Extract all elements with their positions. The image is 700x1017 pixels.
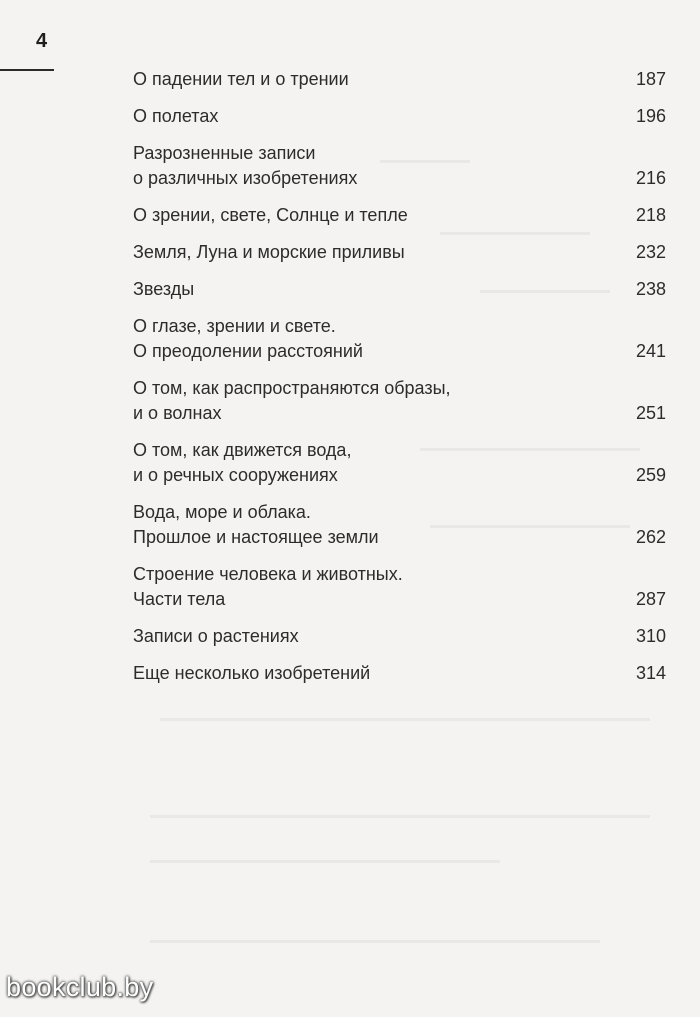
toc-entry-title-line: Звезды <box>133 279 195 299</box>
toc-entry-title <box>133 624 299 649</box>
toc-entry-title-line: О глазе, зрении и свете. <box>133 316 336 336</box>
show-through-line <box>430 525 630 528</box>
toc-entry-page: 216 <box>635 168 666 188</box>
toc-entry <box>133 141 666 191</box>
toc-entry-title-line: О падении тел и о трении <box>133 69 349 89</box>
toc-entry <box>133 203 666 228</box>
toc-entry <box>133 104 666 129</box>
toc-entry-page: 218 <box>635 205 666 225</box>
toc-entry-title <box>133 240 405 265</box>
toc-entry-title <box>133 277 194 302</box>
toc-entry <box>133 661 666 686</box>
toc-entry-title-line: Вода, море и облака. <box>133 502 311 522</box>
toc-entry-page: 314 <box>635 663 666 683</box>
toc-entry <box>133 314 666 364</box>
toc-entry <box>133 624 666 649</box>
toc-entry-title <box>133 376 451 426</box>
show-through-line <box>150 940 600 943</box>
toc-entry-page: 238 <box>635 279 666 299</box>
toc-entry-title-line: Разрозненные записи <box>133 143 316 163</box>
toc-entry-page: 241 <box>635 341 666 361</box>
toc-entry-page: 196 <box>635 106 666 126</box>
toc-entry-title-line: О том, как распространяются образы, <box>133 378 451 398</box>
toc-entry-title <box>133 314 363 364</box>
toc-entry-title-line: Земля, Луна и морские приливы <box>133 242 405 262</box>
toc-entry-page: 287 <box>635 589 666 609</box>
toc-entry-title-line: О том, как движется вода, <box>133 440 352 460</box>
toc-entry-title-line: О зрении, свете, Солнце и тепле <box>133 205 408 225</box>
toc-entry-title-line: Еще несколько изобретений <box>133 663 371 683</box>
show-through-line <box>480 290 610 293</box>
show-through-line <box>150 815 650 818</box>
toc-entry-page: 232 <box>635 242 666 262</box>
toc-entry-title-line: Записи о растениях <box>133 626 299 646</box>
toc-entry-title-line: Строение человека и животных. <box>133 564 403 584</box>
toc-entry-title <box>133 67 349 92</box>
toc-entry <box>133 438 666 488</box>
toc-entry-title-line: и о речных сооружениях <box>133 465 338 485</box>
toc-entry-page: 262 <box>635 527 666 547</box>
toc-entry-title <box>133 438 351 488</box>
toc-entry-title <box>133 500 379 550</box>
toc-entry <box>133 376 666 426</box>
toc-entry-title-line: О преодолении расстояний <box>133 341 363 361</box>
toc-entry <box>133 562 666 612</box>
watermark: bookclub.by <box>6 972 154 1002</box>
toc-entry-title-line: о различных изобретениях <box>133 168 358 188</box>
toc-entry-title <box>133 104 218 129</box>
toc-entry-page: 310 <box>635 626 666 646</box>
page-number: 4 <box>36 30 48 52</box>
toc-entry <box>133 67 666 92</box>
toc-entry-page: 251 <box>635 403 666 423</box>
toc-entry-title-line: Части тела <box>133 589 226 609</box>
toc-entry-title <box>133 203 408 228</box>
show-through-line <box>420 448 640 451</box>
toc-entry-title-line: и о волнах <box>133 403 222 423</box>
toc-entry-page: 259 <box>635 465 666 485</box>
toc-entry-page: 187 <box>635 69 666 89</box>
toc-entry <box>133 240 666 265</box>
toc-entry-title <box>133 562 403 612</box>
toc-entry-title-line: Прошлое и настоящее земли <box>133 527 379 547</box>
show-through-line <box>440 232 590 235</box>
show-through-line <box>380 160 470 163</box>
header-rule <box>0 69 54 71</box>
show-through-line <box>160 718 650 721</box>
toc-entry-title-line: О полетах <box>133 106 219 126</box>
show-through-line <box>150 860 500 863</box>
toc-entry-title <box>133 661 370 686</box>
toc-entry-title <box>133 141 357 191</box>
